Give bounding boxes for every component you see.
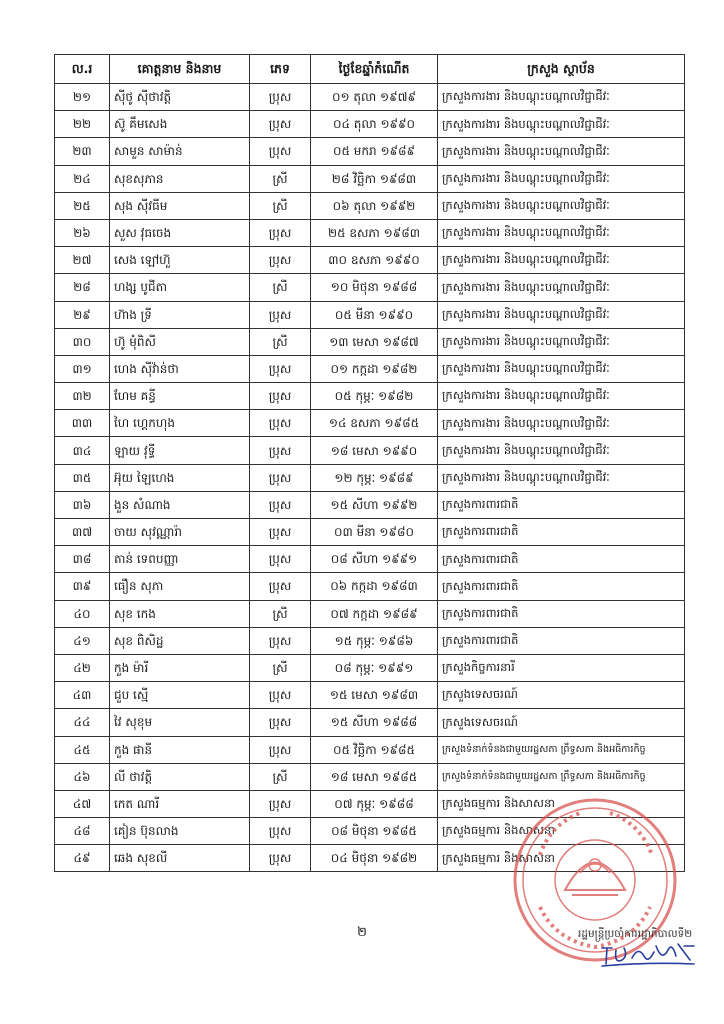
cell-name: ហង្ស បូជីតា xyxy=(110,274,250,301)
cell-no: ២៨ xyxy=(55,274,110,301)
cell-dob: ០៦ តុលា ១៩៩២ xyxy=(311,192,438,219)
table-row xyxy=(55,709,685,736)
cell-no: ៣៣ xyxy=(55,410,110,437)
cell-no: ៤៦ xyxy=(55,763,110,790)
cell-ministry: ក្រសួងកិច្ចការនារី xyxy=(438,654,685,681)
cell-sex: ស្រី xyxy=(250,600,311,627)
cell-sex: ប្រុស xyxy=(250,410,311,437)
cell-name: ហ៊ាង ទ្រី xyxy=(110,301,250,328)
cell-name: កួង ផានី xyxy=(110,736,250,763)
cell-ministry: ក្រសួងការពារជាតិ xyxy=(438,491,685,518)
cell-sex: ប្រុស xyxy=(250,437,311,464)
cell-ministry: ក្រសួងការងារ និងបណ្តុះបណ្តាលវិជ្ជាជីវៈ xyxy=(438,192,685,219)
table-row xyxy=(55,328,685,355)
cell-sex: ប្រុស xyxy=(250,138,311,165)
cell-name: ហៃ ហ្គេកហុង xyxy=(110,410,250,437)
cell-ministry: ក្រសួងការងារ និងបណ្តុះបណ្តាលវិជ្ជាជីវៈ xyxy=(438,138,685,165)
table-row xyxy=(55,627,685,654)
cell-ministry: ក្រសួងការពារជាតិ xyxy=(438,519,685,546)
table-row xyxy=(55,519,685,546)
table-row xyxy=(55,383,685,410)
cell-sex: ស្រី xyxy=(250,192,311,219)
cell-no: ៤៧ xyxy=(55,790,110,817)
cell-ministry: ក្រសួងការងារ និងបណ្តុះបណ្តាលវិជ្ជាជីវៈ xyxy=(438,410,685,437)
cell-no: ៤៩ xyxy=(55,845,110,872)
cell-name: លី ថាវត្តិ xyxy=(110,763,250,790)
cell-dob: ២៥ ឧសភា ១៩៨៣ xyxy=(311,219,438,246)
cell-sex: ប្រុស xyxy=(250,219,311,246)
cell-ministry: ក្រសួងធម្មការ និងសាសនា xyxy=(438,845,685,872)
cell-dob: ០៧ កក្កដា ១៩៨៩ xyxy=(311,600,438,627)
cell-sex: ប្រុស xyxy=(250,736,311,763)
cell-no: ៤១ xyxy=(55,627,110,654)
cell-sex: ស្រី xyxy=(250,763,311,790)
table-row xyxy=(55,111,685,138)
table-row xyxy=(55,491,685,518)
cell-name: ស៊ូ គឹមសេង xyxy=(110,111,250,138)
cell-no: ៣៩ xyxy=(55,573,110,600)
page-number: ២ xyxy=(357,925,367,940)
cell-no: ២៩ xyxy=(55,301,110,328)
cell-no: ៣១ xyxy=(55,355,110,382)
table-row xyxy=(55,165,685,192)
table-row xyxy=(55,192,685,219)
cell-no: ៣០ xyxy=(55,328,110,355)
cell-sex: ប្រុស xyxy=(250,546,311,573)
cell-ministry: ក្រសួងការងារ និងបណ្តុះបណ្តាលវិជ្ជាជីវៈ xyxy=(438,165,685,192)
cell-sex: ប្រុស xyxy=(250,519,311,546)
table-row xyxy=(55,573,685,600)
header-sex: ភេទ xyxy=(250,55,311,84)
cell-sex: ប្រុស xyxy=(250,491,311,518)
cell-no: ៤៣ xyxy=(55,682,110,709)
table-row xyxy=(55,600,685,627)
table-row xyxy=(55,736,685,763)
cell-ministry: ក្រសួងទំនាក់ទំនងជាមួយរដ្ឋសភា ព្រឹទ្ធសភា និងអធិការកិច្ច xyxy=(438,763,685,790)
cell-dob: ២៨ វិច្ឆិកា ១៩៨៣ xyxy=(311,165,438,192)
header-name: គោត្តនាម និងនាម xyxy=(110,55,250,84)
cell-no: ៣៧ xyxy=(55,519,110,546)
cell-ministry: ក្រសួងការពារជាតិ xyxy=(438,627,685,654)
cell-name: ស៊ីថូ ស៊ីថាវត្តិ xyxy=(110,84,250,111)
table-header-row xyxy=(55,55,685,84)
cell-sex: ស្រី xyxy=(250,328,311,355)
table-row xyxy=(55,763,685,790)
cell-ministry: ក្រសួងទេសចរណ៍ xyxy=(438,709,685,736)
cell-name: គៀន ប៊ុនលាង xyxy=(110,818,250,845)
cell-name: កួង ម៉ារី xyxy=(110,654,250,681)
cell-dob: ១២ កុម្ភៈ ១៩៨៩ xyxy=(311,464,438,491)
cell-dob: ០៣ មីនា ១៩៨០ xyxy=(311,519,438,546)
cell-ministry: ក្រសួងការពារជាតិ xyxy=(438,573,685,600)
cell-sex: ប្រុស xyxy=(250,111,311,138)
cell-ministry: ក្រសួងការងារ និងបណ្តុះបណ្តាលវិជ្ជាជីវៈ xyxy=(438,219,685,246)
cell-name: ធឿន សុភា xyxy=(110,573,250,600)
cell-sex: ប្រុស xyxy=(250,845,311,872)
cell-dob: ១៥ សីហា ១៩៨៨ xyxy=(311,709,438,736)
cell-no: ៣៨ xyxy=(55,546,110,573)
table-row xyxy=(55,654,685,681)
table-row xyxy=(55,247,685,274)
cell-no: ២៥ xyxy=(55,192,110,219)
cell-no: ៤២ xyxy=(55,654,110,681)
cell-ministry: ក្រសួងការងារ និងបណ្តុះបណ្តាលវិជ្ជាជីវៈ xyxy=(438,111,685,138)
cell-name: ហេង ស៊ីវ៉ាន់ថា xyxy=(110,355,250,382)
cell-ministry: ក្រសួងទំនាក់ទំនងជាមួយរដ្ឋសភា ព្រឹទ្ធសភា និងអធិការកិច្ច xyxy=(438,736,685,763)
cell-ministry: ក្រសួងការងារ និងបណ្តុះបណ្តាលវិជ្ជាជីវៈ xyxy=(438,301,685,328)
cell-name: អ៊ុយ ឡៃហេង xyxy=(110,464,250,491)
cell-sex: ប្រុស xyxy=(250,818,311,845)
cell-ministry: ក្រសួងទេសចរណ៍ xyxy=(438,682,685,709)
cell-dob: ១៤ ឧសភា ១៩៨៥ xyxy=(311,410,438,437)
cell-dob: ០៥ កុម្ភៈ ១៩៨២ xyxy=(311,383,438,410)
cell-no: ២៧ xyxy=(55,247,110,274)
cell-sex: ប្រុស xyxy=(250,627,311,654)
cell-sex: ប្រុស xyxy=(250,383,311,410)
cell-sex: ប្រុស xyxy=(250,84,311,111)
cell-name: វៃ សុខុម xyxy=(110,709,250,736)
cell-ministry: ក្រសួងការងារ និងបណ្តុះបណ្តាលវិជ្ជាជីវៈ xyxy=(438,247,685,274)
table-row xyxy=(55,464,685,491)
cell-ministry: ក្រសួងការពារជាតិ xyxy=(438,546,685,573)
cell-dob: ០៤ មិថុនា ១៩៨២ xyxy=(311,845,438,872)
cell-name: តាន់ ទេពបញ្ញា xyxy=(110,546,250,573)
cell-dob: ០៧ កុម្ភៈ ១៩៨៨ xyxy=(311,790,438,817)
header-no: ល.រ xyxy=(55,55,110,84)
cell-dob: ៣០ ឧសភា ១៩៩០ xyxy=(311,247,438,274)
cell-dob: ១៣ មេសា ១៩៨៧ xyxy=(311,328,438,355)
cell-name: ជួប ស្មើ xyxy=(110,682,250,709)
table-row xyxy=(55,301,685,328)
cell-name: កេត ណារី xyxy=(110,790,250,817)
cell-dob: ០៥ វិច្ឆិកា ១៩៨៥ xyxy=(311,736,438,763)
cell-dob: ១៥ សីហា ១៩៩២ xyxy=(311,491,438,518)
cell-sex: ប្រុស xyxy=(250,247,311,274)
cell-dob: ០៥ មីនា ១៩៩០ xyxy=(311,301,438,328)
cell-no: ២១ xyxy=(55,84,110,111)
cell-sex: ប្រុស xyxy=(250,682,311,709)
cell-name: សុខ កេង xyxy=(110,600,250,627)
header-ministry: ក្រសួង ស្ថាប័ន xyxy=(438,55,685,84)
header-dob: ថ្ងៃខែឆ្នាំកំណើត xyxy=(311,55,438,84)
cell-sex: ប្រុស xyxy=(250,573,311,600)
cell-name: ឡាយ វុទ្ធី xyxy=(110,437,250,464)
cell-ministry: ក្រសួងធម្មការ និងសាសនា xyxy=(438,790,685,817)
table-row xyxy=(55,138,685,165)
cell-ministry: ក្រសួងការងារ និងបណ្តុះបណ្តាលវិជ្ជាជីវៈ xyxy=(438,383,685,410)
cell-no: ៣២ xyxy=(55,383,110,410)
cell-sex: ប្រុស xyxy=(250,301,311,328)
cell-ministry: ក្រសួងការងារ និងបណ្តុះបណ្តាលវិជ្ជាជីវៈ xyxy=(438,274,685,301)
cell-name: សុខ ពិសិដ្ឋ xyxy=(110,627,250,654)
cell-name: ងួន សំណាង xyxy=(110,491,250,518)
table-row xyxy=(55,84,685,111)
cell-no: ២២ xyxy=(55,111,110,138)
cell-dob: ១៨ មេសា ១៩៩០ xyxy=(311,437,438,464)
table-row xyxy=(55,682,685,709)
table-row xyxy=(55,410,685,437)
cell-no: ២៣ xyxy=(55,138,110,165)
footer-note: រដ្ឋមន្ត្រីប្រចាំការរដ្ឋាភិបាលទី២ xyxy=(578,928,693,940)
cell-no: ៤៤ xyxy=(55,709,110,736)
cell-sex: ស្រី xyxy=(250,274,311,301)
cell-dob: ១៥ មេសា ១៩៨៣ xyxy=(311,682,438,709)
cell-ministry: ក្រសួងការងារ និងបណ្តុះបណ្តាលវិជ្ជាជីវៈ xyxy=(438,84,685,111)
cell-no: ៤៨ xyxy=(55,818,110,845)
cell-name: ចាយ សុវណ្ណារ៉ា xyxy=(110,519,250,546)
cell-dob: ០១ តុលា ១៩៧៩ xyxy=(311,84,438,111)
cell-name: សុង ស៊ីវធីម xyxy=(110,192,250,219)
cell-dob: ១០ មិថុនា ១៩៨៨ xyxy=(311,274,438,301)
cell-dob: ០៤ តុលា ១៩៩០ xyxy=(311,111,438,138)
cell-no: ២៤ xyxy=(55,165,110,192)
cell-dob: ០៨ មិថុនា ១៩៨៥ xyxy=(311,818,438,845)
table-row xyxy=(55,274,685,301)
cell-ministry: ក្រសួងការងារ និងបណ្តុះបណ្តាលវិជ្ជាជីវៈ xyxy=(438,464,685,491)
cell-dob: ១៥ កុម្ភៈ ១៩៨៦ xyxy=(311,627,438,654)
cell-sex: ស្រី xyxy=(250,654,311,681)
cell-no: ៤៥ xyxy=(55,736,110,763)
cell-ministry: ក្រសួងការងារ និងបណ្តុះបណ្តាលវិជ្ជាជីវៈ xyxy=(438,355,685,382)
cell-sex: ប្រុស xyxy=(250,790,311,817)
cell-no: ៤០ xyxy=(55,600,110,627)
cell-no: ២៦ xyxy=(55,219,110,246)
cell-ministry: ក្រសួងធម្មការ និងសាសនា xyxy=(438,818,685,845)
table-row xyxy=(55,219,685,246)
cell-dob: ១៨ មេសា ១៩៨៥ xyxy=(311,763,438,790)
cell-sex: ប្រុស xyxy=(250,709,311,736)
cell-dob: ០៥ មករា ១៩៨៩ xyxy=(311,138,438,165)
cell-name: ហែម គន្ធី xyxy=(110,383,250,410)
cell-name: សួស វុធចេង xyxy=(110,219,250,246)
cell-dob: ០៦ កក្កដា ១៩៨៣ xyxy=(311,573,438,600)
personnel-table xyxy=(54,54,685,872)
cell-no: ៣៦ xyxy=(55,491,110,518)
cell-name: សាមួន សាម៉ាន់ xyxy=(110,138,250,165)
table-row xyxy=(55,355,685,382)
cell-no: ៣៥ xyxy=(55,464,110,491)
cell-sex: ប្រុស xyxy=(250,355,311,382)
table-body xyxy=(55,84,685,872)
cell-ministry: ក្រសួងការងារ និងបណ្តុះបណ្តាលវិជ្ជាជីវៈ xyxy=(438,328,685,355)
table-row xyxy=(55,437,685,464)
table-row xyxy=(55,546,685,573)
cell-dob: ០៨ កុម្ភៈ ១៩៩១ xyxy=(311,654,438,681)
cell-name: ឆេង សុខលី xyxy=(110,845,250,872)
cell-sex: ស្រី xyxy=(250,165,311,192)
cell-name: ហ៊ូ មុំពិសី xyxy=(110,328,250,355)
signature xyxy=(598,934,698,970)
cell-ministry: ក្រសួងការងារ និងបណ្តុះបណ្តាលវិជ្ជាជីវៈ xyxy=(438,437,685,464)
cell-dob: ០៨ សីហា ១៩៩១ xyxy=(311,546,438,573)
cell-no: ៣៤ xyxy=(55,437,110,464)
cell-ministry: ក្រសួងការពារជាតិ xyxy=(438,600,685,627)
cell-name: សេង ឡៅហ៊ួ xyxy=(110,247,250,274)
cell-name: សុខសុភាន xyxy=(110,165,250,192)
cell-dob: ០១ កក្កដា ១៩៨២ xyxy=(311,355,438,382)
cell-sex: ប្រុស xyxy=(250,464,311,491)
